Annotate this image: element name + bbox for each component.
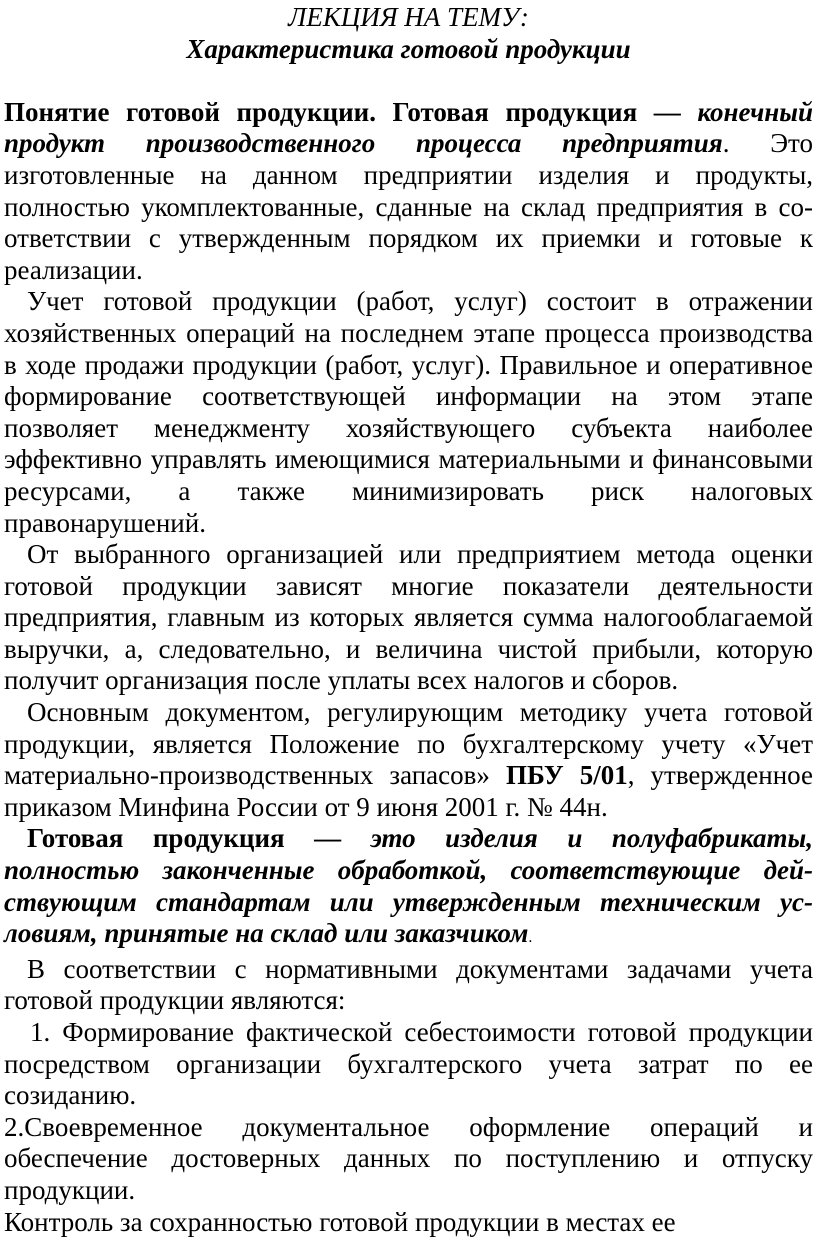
finished-goods-bold-italic: это изделия и полуфабрикаты, полностью законченные обработкой, соответствующие действующим стандартам или утвержденным техническим условиям, принятые на склад или заказчиком [4, 823, 813, 949]
definition-bold: Понятие готовой продукции. Готовая продукция — [4, 96, 698, 127]
paragraph-finished-goods [4, 823, 813, 953]
paragraph-regulation [4, 697, 813, 823]
definition-bold-italic: конечный продукт производственного процесса предприятия [4, 96, 813, 159]
task-item-2: 2.Своевременное документальное оформление операций и обеспечение достоверных данных по поступлению и отпуску продукции. [4, 1111, 813, 1205]
lecture-title [4, 2, 813, 65]
title-line-2: Характеристика готовой продукции [186, 33, 631, 64]
definition-text: . Это изготовленные на данном предприятии изделия и продукты, полностью укомплектованные, сданные на склад предприятия в соответствии с утвержденным порядком их приемки и готовые к реализации. [4, 128, 813, 285]
task-item-1: 1. Формирование фактической себестоимости готовой продукции посредством организации бухгалтерского учета затрат по ее созиданию. [4, 1017, 813, 1111]
title-line-1: ЛЕКЦИЯ НА ТЕМУ: [288, 2, 529, 32]
paragraph-accounting: Учет готовой продукции (работ, услуг) состоит в отражении хозяйственных операций на последнем этапе процесса производства в ходе продажи продукции (работ, услуг). Правильное и оперативное формирование соответствующей информации на этом этапе позволяет менеджменту хозяйствующего субъекта наиболее эффективно управлять имеющимися материальными и финансовыми ресурсами, а также минимизировать риск налоговых правонарушений. [4, 286, 813, 538]
finished-goods-tail: . [528, 929, 533, 947]
paragraph-tasks: В соответствии с нормативными документами задачами учета готовой продукции являются: [4, 953, 813, 1016]
paragraph-definition [4, 97, 813, 287]
paragraph-valuation: От выбранного организацией или предприятием метода оценки готовой продукции зависят многие показатели деятельности предприятия, главным из которых является сумма налогооблагаемой выручки, а, следовательно, и величина чистой прибыли, которую получит организация после уплаты всех налогов и сборов. [4, 539, 813, 696]
regulation-text-before: Основным документом, регулирующим методику учета готовой продукции, является Положение по бухгалтерскому учету «Учет материально-производственных запасов» [4, 697, 813, 791]
regulation-text-after: , утвержденное приказом Минфина России от 9 июня 2001 г. № 44н. [4, 760, 813, 822]
finished-goods-bold: Готовая продукция — [27, 823, 371, 854]
paragraph-control: Контроль за сохранностью готовой продукции в местах ее [4, 1206, 676, 1237]
title-spacer [4, 65, 813, 97]
regulation-standard: ПБУ 5/01 [505, 760, 628, 791]
